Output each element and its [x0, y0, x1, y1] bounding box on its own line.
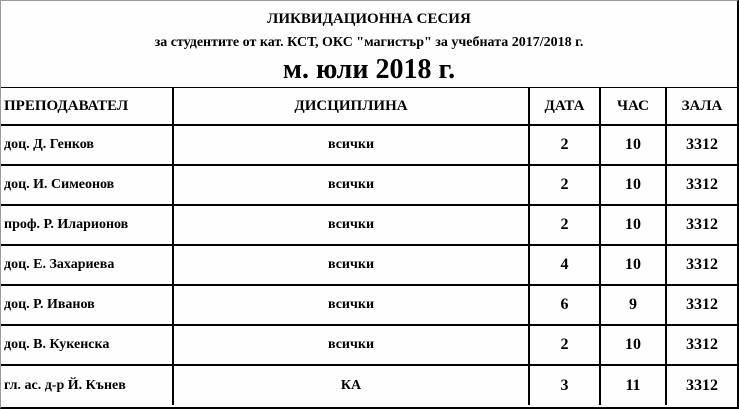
column-header-discipline: ДИСЦИПЛИНА: [173, 88, 529, 125]
cell-date: 2: [529, 205, 600, 245]
schedule-table: [1, 88, 737, 405]
cell-room: 3312: [666, 325, 737, 365]
cell-room: 3312: [666, 285, 737, 325]
column-header-teacher: ПРЕПОДАВАТЕЛ: [1, 88, 173, 125]
session-subtitle: за студентите от кат. КСТ, ОКС "магистър" за учебната 2017/2018 г.: [154, 35, 584, 50]
cell-hour: 10: [600, 165, 666, 205]
cell-date: 3: [529, 365, 600, 405]
cell-hour: 10: [600, 325, 666, 365]
column-header-date: ДАТА: [529, 88, 600, 125]
cell-teacher: доц. Р. Иванов: [1, 285, 173, 325]
cell-teacher: доц. И. Симеонов: [1, 165, 173, 205]
cell-date: 2: [529, 165, 600, 205]
cell-discipline: всички: [173, 325, 529, 365]
column-header-room: ЗАЛА: [666, 88, 737, 125]
table-row: [1, 245, 737, 285]
month-heading: м. юли 2018 г.: [282, 53, 456, 85]
cell-room: 3312: [666, 125, 737, 165]
cell-teacher: проф. Р. Иларионов: [1, 205, 173, 245]
cell-discipline: КА: [173, 365, 529, 405]
cell-hour: 10: [600, 205, 666, 245]
header-row: [1, 88, 737, 125]
table-row: [1, 125, 737, 165]
table-row: [1, 325, 737, 365]
table-row: [1, 285, 737, 325]
title-block: [1, 1, 737, 88]
table-row: [1, 365, 737, 405]
session-title: ЛИКВИДАЦИОННА СЕСИЯ: [267, 11, 471, 27]
cell-hour: 11: [600, 365, 666, 405]
table-row: [1, 165, 737, 205]
cell-date: 6: [529, 285, 600, 325]
cell-discipline: всички: [173, 165, 529, 205]
column-header-hour: ЧАС: [600, 88, 666, 125]
cell-date: 2: [529, 325, 600, 365]
cell-date: 4: [529, 245, 600, 285]
cell-discipline: всички: [173, 245, 529, 285]
cell-discipline: всички: [173, 285, 529, 325]
cell-teacher: доц. Д. Генков: [1, 125, 173, 165]
cell-discipline: всички: [173, 125, 529, 165]
table-row: [1, 205, 737, 245]
cell-room: 3312: [666, 245, 737, 285]
cell-date: 2: [529, 125, 600, 165]
cell-hour: 9: [600, 285, 666, 325]
cell-hour: 10: [600, 245, 666, 285]
cell-room: 3312: [666, 165, 737, 205]
cell-room: 3312: [666, 365, 737, 405]
cell-teacher: доц. Е. Захариева: [1, 245, 173, 285]
cell-discipline: всички: [173, 205, 529, 245]
cell-teacher: доц. В. Кукенска: [1, 325, 173, 365]
cell-teacher: гл. ас. д-р Й. Кънев: [1, 365, 173, 405]
cell-room: 3312: [666, 205, 737, 245]
cell-hour: 10: [600, 125, 666, 165]
